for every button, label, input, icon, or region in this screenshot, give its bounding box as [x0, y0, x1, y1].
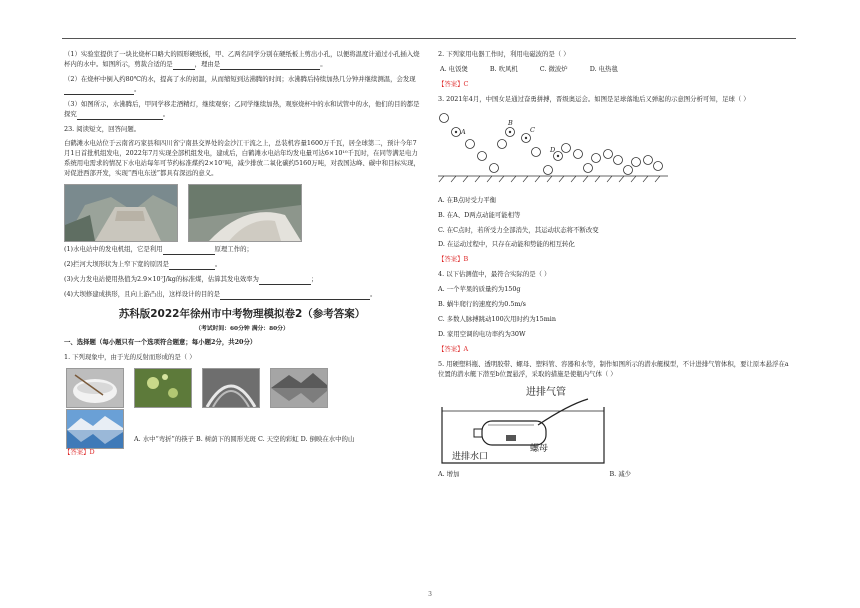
mc2-option-a: A. 电饭煲 [440, 64, 468, 73]
mc2-option-c: C. 微波炉 [539, 64, 568, 73]
mc5-question: 5. 用硬塑料瓶、透明胶带、螺母、塑料管、容器和水等，制作如图所示的潜水艇模型，不计进排气管体积，要让原本悬浮在a位置的潜水艇下潜至b位置悬浮，采取的措施是使瓶内气体（ ） [438, 359, 789, 378]
q2-text: （2）在烧杯中倒入约80℃的水，提高了水的初温，从而缩短到达沸腾的时间；水沸腾后持续加热几分钟并继续测温，会发现 [64, 74, 416, 83]
mc1-options: A. 水中“弯折”的筷子 B. 树荫下的圆形光斑 C. 天空的彩虹 D. 倒映在水中的山 [134, 434, 355, 443]
point-d-label: D [550, 145, 556, 154]
mc2-question: 2. 下列家用电器工作时，利用电磁波的是（ ） [438, 50, 570, 58]
intake-tube [538, 399, 588, 425]
mc2-option-d: D. 电热毯 [589, 64, 618, 73]
mc4-option-a: A. 一个苹果的质量约为150g [438, 285, 521, 294]
answer-blank[interactable] [163, 247, 215, 255]
mc3-question: 3. 2021年4月，中国女足通过奋勇拼搏，晋级奥运会。如图是足球落地后又弹起的示意图分析可知，足球（ ） [438, 94, 750, 103]
s2-end: 。 [214, 260, 222, 269]
left-column [64, 50, 420, 463]
mc1-question: 1. 下列现象中，由于光的反射而形成的是（ ） [64, 353, 196, 361]
mc4-option-c: C. 多数人脉搏跳动100次用时约为15min [438, 315, 556, 324]
rainbow-photo [202, 368, 260, 408]
q23-sub4 [64, 290, 420, 300]
mc3-option-a: A. 在B点时受力平衡 [438, 195, 497, 204]
chopsticks-photo [66, 368, 124, 408]
dam-photos [64, 184, 420, 240]
s4-end: 。 [370, 289, 377, 298]
s3-text: (3)火力发电站使用热值为2.9×10⁷J/kg的标准煤，估算其发电效率为 [64, 274, 259, 283]
answer-blank[interactable] [259, 277, 311, 285]
q1-end: 。 [320, 59, 327, 68]
q2-end: 。 [134, 84, 141, 93]
q23-sub3 [64, 275, 420, 285]
s3-end: ； [310, 274, 318, 283]
answer-blank[interactable] [77, 112, 163, 120]
s1-text: (1)水电站中的发电机组，它是利用 [64, 245, 163, 254]
mc3-answer: 【答案】B [438, 255, 469, 264]
mc4-option-b: B. 蜗牛爬行的速度约为0.5m/s [438, 300, 526, 309]
q1-mid: ，理由是 [194, 59, 221, 68]
intake-tube-label: 进排气管 [526, 386, 566, 398]
question-2-part [64, 75, 420, 95]
mc3-option-b: B. 在A、D两点动能可能相等 [438, 210, 521, 219]
submarine-model-diagram [438, 385, 608, 467]
mountain-reflection-photo [270, 368, 328, 408]
nut-label: 螺母 [530, 443, 549, 454]
point-b-label: B [508, 118, 513, 127]
q23-sub2 [64, 260, 420, 270]
mc2-answer: 【答案】C [438, 79, 469, 88]
mc1-figures [66, 368, 420, 448]
mc4-option-d: D. 家用空调的电功率约为30W [438, 329, 526, 338]
lake-mountain-photo [66, 409, 124, 449]
answer-blank[interactable] [173, 62, 195, 70]
page-number: 3 [428, 591, 432, 598]
light-spots-photo [134, 368, 192, 408]
mc2-option-b: B. 吹风机 [489, 64, 518, 73]
mc1-answer: 【答案】D [64, 447, 95, 456]
mc3-option-d: D. 在运动过程中，只存在动能和势能的相互转化 [438, 240, 575, 249]
dam-photo-2 [188, 184, 302, 242]
s4-text: (4)大坝修建成拱形，且向上游凸出，这样设计的目的是 [64, 289, 221, 298]
q23-passage: 白鹤滩水电站位于云南省巧家县和四川省宁南县交界处的金沙江干流之上，总装机容量1600万千瓦，居全球第二，预计今年7月1日首批机组发电，2022年7月实现全部机组发电，建成后，白鹤滩水电站年均发电量可达6×10¹⁰千瓦时，在同等满足电力系统用电需求的情况下水电站每年可节约标准煤约2×10⁷吨，减少排放二氧化碳约5160万吨，对我国达峰、碳中和目标实现，对促进西部开发，实现“西电东送”都具有深远的意义。 [64, 139, 420, 178]
mc4-question: 4. 以下估测值中，最符合实际的是（ ） [438, 270, 551, 279]
mc2-options [440, 65, 794, 75]
answer-blank[interactable] [220, 292, 370, 300]
q1-text: （1）实验室提供了一块比烧杯口略大的圆形硬纸板，甲、乙两名同学分别在硬纸板上剪出小孔，以便将温度计通过小孔插入烧杯内的水中。如图所示，剪裁合适的是 [64, 50, 420, 68]
nut-icon [506, 435, 516, 441]
q23-sub1 [64, 245, 420, 255]
q3-text: （3）如图所示，水沸腾后，甲同学移走酒精灯，继续观察；乙同学继续加热，观察烧杯中的水和试管中的水，他们的目的都是探究 [64, 99, 420, 118]
question-1-part [64, 50, 420, 70]
answer-blank[interactable] [220, 62, 320, 70]
mc5-options [438, 470, 794, 480]
q3-end: 。 [162, 109, 170, 118]
mc5-option-b: B. 减少 [609, 469, 632, 478]
mc4-answer: 【答案】A [438, 344, 469, 353]
dam-photo-1 [64, 184, 178, 242]
right-column [438, 50, 794, 480]
section-heading: 一、选择题（每小题只有一个选项符合题意；每小题2分，共20分） [64, 338, 257, 347]
q23-heading: 23. 阅读短文，回答问题。 [64, 124, 141, 133]
s2-text: (2)拦河大坝形状为上窄下宽的原因是 [64, 260, 169, 269]
header-rule [62, 38, 796, 39]
mc5-option-a: A. 增加 [438, 469, 460, 478]
mc3-option-c: C. 在C点时，若所受力全部消失，其运动状态将不断改变 [438, 225, 599, 234]
point-a-label: A [461, 127, 466, 136]
answer-key-title: 苏科版2022年徐州市中考物理模拟卷2（参考答案） [118, 307, 366, 320]
s1-end: 原理工作的； [214, 245, 253, 254]
water-port-label: 进排水口 [452, 451, 489, 462]
answer-blank[interactable] [169, 262, 215, 270]
question-3-part [64, 100, 420, 120]
point-c-label: C [530, 125, 535, 134]
football-bounce-diagram [438, 110, 668, 190]
exam-info: （考试时间：60分钟 满分：80分） [195, 326, 289, 333]
answer-blank[interactable] [64, 87, 134, 95]
